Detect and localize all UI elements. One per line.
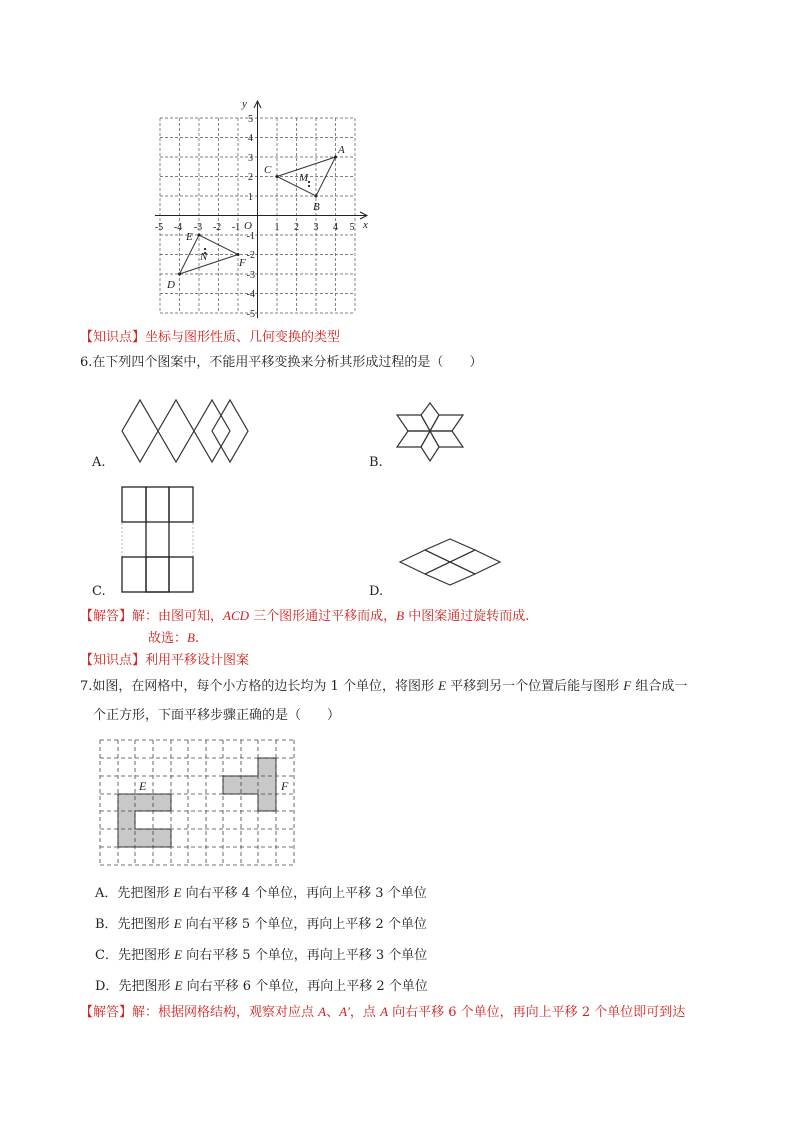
answer-text: 、 <box>326 1005 340 1020</box>
answer-text: 向右平移 6 个单位，再向上平移 2 个单位即可到达 <box>388 1005 686 1020</box>
option-letter: C． <box>95 948 118 963</box>
y-tick: -5 <box>246 309 255 320</box>
question-text: 组合成一 <box>631 679 688 694</box>
option-letter: B． <box>95 917 118 932</box>
answer-text: . <box>194 631 200 646</box>
x-tick: -3 <box>193 222 203 233</box>
answer-text: 解：由图可知， <box>132 609 224 624</box>
option-text: 向右平移 6 个单位，再向上平移 2 个单位 <box>182 979 428 994</box>
option-b-figure <box>394 400 466 464</box>
option-text: E <box>173 885 182 900</box>
option-d-label: D. <box>369 584 384 599</box>
point-label-f: F <box>239 257 246 269</box>
answer-6-line-2 <box>148 627 199 646</box>
q7-option-c <box>95 944 427 963</box>
x-tick: 4 <box>333 222 338 233</box>
point-label-d: D <box>167 279 175 291</box>
x-tick: -5 <box>154 222 164 233</box>
option-a-figure <box>118 396 252 466</box>
coordinate-figure <box>148 95 378 320</box>
point-label-m: M <box>299 172 309 184</box>
question-number: 6. <box>80 355 93 370</box>
option-text: 先把图形 <box>118 979 175 994</box>
x-tick: 3 <box>313 222 319 233</box>
option-letter: A． <box>95 886 118 901</box>
option-text: 先把图形 <box>117 886 174 901</box>
x-tick: 1 <box>274 222 280 233</box>
answer-6-line-1 <box>80 605 529 624</box>
origin-label: O <box>244 220 252 232</box>
q7-option-a <box>95 882 427 901</box>
option-a-label: A. <box>92 455 106 470</box>
question-number: 7. <box>80 679 93 694</box>
option-text: 向右平移 4 个单位，再向上平移 3 个单位 <box>181 886 427 901</box>
axis-x-label: x <box>363 219 368 231</box>
x-tick: -2 <box>212 222 222 233</box>
question-6-stem <box>80 351 482 370</box>
y-tick: 2 <box>248 172 253 183</box>
axis-y-label: y <box>242 98 247 110</box>
option-text: 向右平移 5 个单位，再向上平移 2 个单位 <box>181 917 427 932</box>
q7-option-b <box>95 913 427 932</box>
option-text: E <box>173 916 182 931</box>
answer-prefix: 【解答】 <box>80 609 133 624</box>
question-7-stem-line-1 <box>80 675 687 694</box>
answer-text: 解：根据网格结构，观察对应点 <box>132 1005 319 1020</box>
option-c-label: C. <box>92 584 106 599</box>
x-tick: -4 <box>173 222 183 233</box>
y-tick: 3 <box>248 153 253 164</box>
option-c-figure <box>118 484 196 596</box>
y-tick: -1 <box>246 231 255 242</box>
knowledge-point-2 <box>80 649 249 668</box>
y-tick: 4 <box>248 133 253 144</box>
knowledge-point-text: 利用平移设计图案 <box>145 653 250 668</box>
question-text: 如图，在网格中，每个小方格的边长均为 1 个单位，将图形 <box>92 679 439 694</box>
point-label-e: E <box>186 231 193 243</box>
y-tick: -2 <box>246 250 255 261</box>
x-tick: 5 <box>349 222 355 233</box>
option-letter: D． <box>95 979 119 994</box>
answer-text: A <box>380 1004 389 1019</box>
answer-text: A <box>318 1004 327 1019</box>
answer-text: 故选： <box>148 631 188 646</box>
option-text: 向右平移 5 个单位，再向上平移 3 个单位 <box>182 948 428 963</box>
answer-text: 三个图形通过平移而成， <box>249 609 397 624</box>
y-tick: 1 <box>248 192 253 203</box>
option-b-label: B. <box>369 455 383 470</box>
question-7-grid-figure <box>95 735 300 868</box>
answer-prefix: 【解答】 <box>80 1005 133 1020</box>
q7-option-d <box>95 975 428 994</box>
option-text: E <box>174 947 183 962</box>
answer-text: B <box>396 608 405 623</box>
answer-text: ACD <box>223 608 250 623</box>
knowledge-point-text: 坐标与图形性质、几何变换的类型 <box>145 330 341 345</box>
point-label-b: B <box>313 201 320 213</box>
knowledge-point-1 <box>80 326 340 345</box>
figure-e-label: E <box>139 779 147 793</box>
answer-text: 中图案通过旋转而成. <box>404 609 530 624</box>
x-tick: 2 <box>294 222 299 233</box>
option-d-figure <box>395 537 505 587</box>
answer-text: B <box>187 630 195 645</box>
knowledge-point-prefix: 【知识点】 <box>80 653 146 668</box>
option-text: 先把图形 <box>117 948 175 963</box>
point-label-c: C <box>264 164 272 176</box>
question-text: 在下列四个图案中，不能用平移变换来分析其形成过程的是（ ） <box>92 355 483 370</box>
question-text: 平移到另一个位置后能与图形 <box>446 679 624 694</box>
knowledge-point-prefix: 【知识点】 <box>80 330 146 345</box>
option-text: E <box>174 978 183 993</box>
point-label-a: A <box>338 144 345 156</box>
option-text: 先把图形 <box>117 917 174 932</box>
y-tick: -3 <box>246 270 255 281</box>
question-text: E <box>438 678 447 693</box>
answer-text: A′ <box>339 1004 350 1019</box>
answer-text: ，点 <box>349 1005 381 1020</box>
question-text: F <box>623 678 632 693</box>
y-tick: 5 <box>248 114 253 125</box>
answer-7-line-1 <box>80 1001 685 1020</box>
question-text: 个正方形，下面平移步骤正确的是（ ） <box>93 708 341 723</box>
question-7-stem-line-2 <box>93 704 340 723</box>
y-tick: -4 <box>246 289 255 300</box>
figure-f-label: F <box>281 779 289 793</box>
point-label-n: N <box>200 251 208 263</box>
x-tick: -1 <box>231 222 241 233</box>
